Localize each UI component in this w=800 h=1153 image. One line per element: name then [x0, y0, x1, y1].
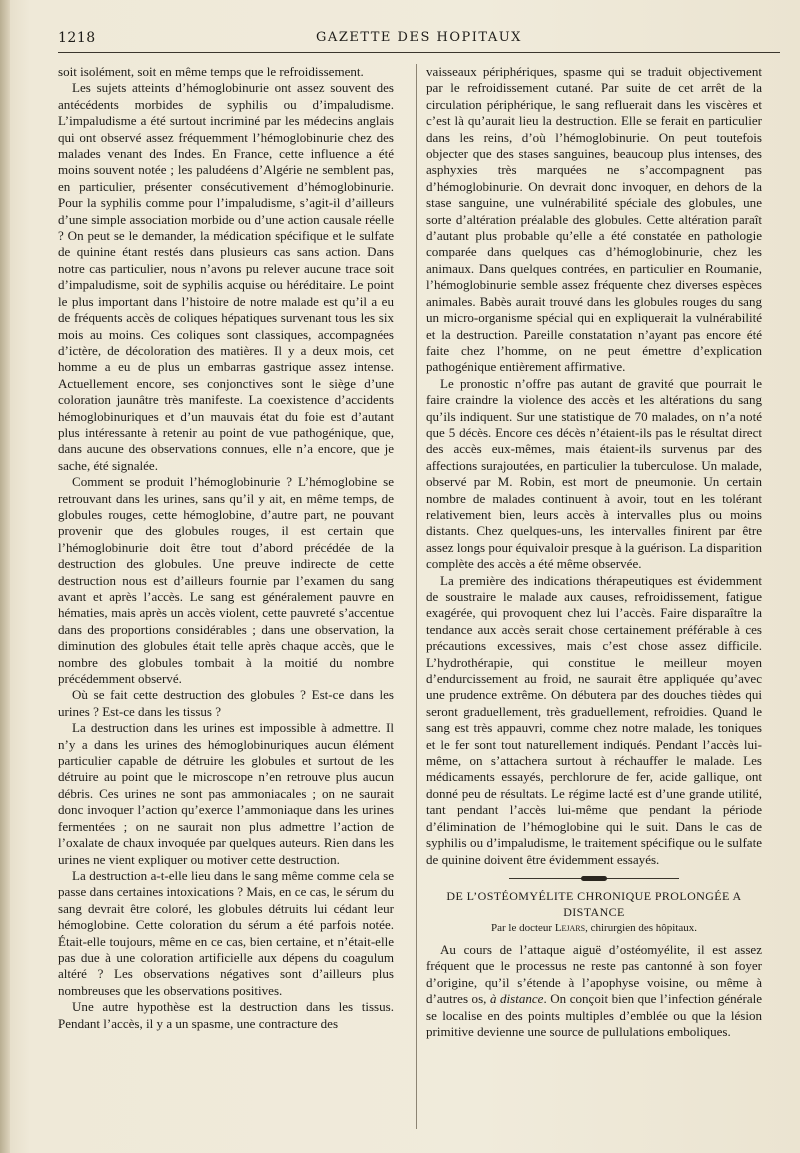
publication-title: GAZETTE DES HOPITAUX — [316, 30, 522, 45]
paragraph: Une autre hypothèse est la destruction dans les tissus. Pendant l’accès, il y a un spasme, une contracture des — [58, 999, 394, 1031]
article-separator — [509, 876, 679, 882]
article-paragraph — [426, 942, 762, 1040]
byline-suffix: , chirurgien des hôpitaux. — [585, 921, 698, 934]
paragraph: La première des indications thérapeutiques est évidemment de soustraire le malade aux causes, refroidissement, fatigue exagérée, qui provoquent chez lui l’accès. Faire disparaître la tendance aux accès serait chose certainement préférable à ces précautions excessives, mais c’est chose assez difficile. L’hydrothérapie, qui constitue le meilleur moyen d’endurcissement au froid, ne saurait être appliquée qu’avec une prudence extrême. On débutera par des douches tièdes qui seront graduellement, très graduellement, refroidies. Quand le sang est très appauvri, comme chez notre malade, les toniques et le fer sont tout naturellement indiqués. Pendant l’accès lui-même, on s’attachera surtout à réchauffer le malade. Les médicaments essayés, perchlorure de fer, acide gallique, ont donné peu de résultats. Le régime lacté est d’une grande utilité, tant pendant l’accès lui-même que pendant la période d’élimination de l’hémoglobine qui le suit. Dans le cas de syphilis ou d’impaludisme, le traitement spécifique ou le sulfate de quinine doivent être évidemment essayés. — [426, 572, 762, 867]
paragraph: Où se fait cette destruction des globules ? Est-ce dans les urines ? Est-ce dans les tissus ? — [58, 687, 394, 719]
paragraph: vaisseaux périphériques, spasme qui se traduit objectivement par le refroidissement cutané. Par suite de cet arrêt de la circulation périphérique, le sang refluerait dans les viscères et c’est là qu’aurait lieu la destruction. Elle se ferait en particulier dans les reins, d’où l’hémoglobinurie. On peut toutefois objecter que des stases sanguines, beaucoup plus intenses, des asphyxies très marquées ne s’accompagnent pas d’hémoglobinurie. On devrait donc invoquer, en dehors de la stase sanguine, une vulnérabilité spéciale des globules, une sorte d’altération préalable des globules. Cette altération paraît d’autant plus probable qu’elle a été constatée en pathologie comparée dans quelques cas d’hémoglobinurie, chez les animaux. Dans quelques contrées, en particulier en Roumanie, l’hémoglobinurie semble assez fréquente chez diverses espèces animales. Babès aurait trouvé dans les globules rouges du sang un micro-organisme spécial qui en expliquerait la vulnérabilité et la destruction. Pareille constatation n’ayant pas encore été faite chez l’homme, on ne peut émettre d’explication pathogénique entièrement affirmative. — [426, 64, 762, 375]
column-divider — [416, 64, 417, 1129]
page-number: 1218 — [58, 30, 96, 46]
paragraph: La destruction a-t-elle lieu dans le sang même comme cela se passe dans certaines intoxications ? Mais, en ce cas, le sérum du sang devrait être coloré, les globules détruits lui cédant leur hémoglobine. Cette coloration du sérum a été parfois notée. Était-elle toujours, même en ce cas, bien certaine, et n’était-elle pas due à une coloration artificielle aux dépens du coagulum altéré ? Les observations négatives sont d’ailleurs plus nombreuses que les observations positives. — [58, 867, 394, 998]
article-byline — [426, 920, 762, 936]
paragraph: Comment se produit l’hémoglobinurie ? L’hémoglobine se retrouvant dans les urines, sans qu’il y ait, en même temps, de globules rouges, cette hémoglobine, d’autre part, ne pouvant provenir que des globules rouges, il est certain que l’hémoglobinurie doit être tout d’abord précédée de la destruction des globules. Une preuve indirecte de cette destruction nous est d’ailleurs fournie par l’examen du sang avant et après l’accès. Le sang est généralement pauvre en hématies, mais après un accès violent, cette pauvreté s’accentue dans des proportions considérables ; dans une observation, la diminution des globules était telle après chaque accès, que le nombre des globules tombait à la moitié du nombre précédemment observé. — [58, 474, 394, 687]
page-binding-edge — [0, 0, 10, 1153]
right-column — [426, 64, 762, 1139]
article-text-end: . On conçoit bien que l’infection générale se localise en des points multiples d’emblée ou que la lésion primitive devienne une source de pullulations emboliques. — [426, 991, 762, 1039]
page-header — [58, 30, 780, 52]
paragraph: soit isolément, soit en même temps que le refroidissement. — [58, 64, 364, 79]
paragraph: Le pronostic n’offre pas autant de gravité que pourrait le faire craindre la violence des accès et les altérations du sang qu’ils indiquent. Sur une statistique de 70 malades, on n’a noté que 5 décès. Encore ces décès n’étaient-ils pas le résultat direct des accès eux-mêmes, mais étaient-ils survenus par des affections surajoutées, en particulier la tuberculose. Un malade, observé par M. Robin, est mort de pneumonie. Un certain nombre de malades continuent à avoir, tout en les tolérant relativement bien, leurs accès à intervalles plus ou moins distants. Chez quelques-uns, les intervalles finirent par être assez longs pour équivaloir presque à la guérison. La disparition complète des accès a été même observée. — [426, 375, 762, 572]
author-name: Lejars — [554, 921, 586, 934]
paragraph: La destruction dans les urines est impossible à admettre. Il n’y a dans les urines des hémoglobinuriques aucun élément particulier capable de détruire les globules et surtout de les détruire au point que le microscope n’en retrouve plus aucun débris. Ces urines ne sont pas ammoniacales ; on ne saurait donc invoquer l’action qu’exerce l’ammoniaque dans les urines fermentées ; on ne saurait non plus admettre l’action de l’oxalate de chaux invoquée par quelques auteurs. Rien dans les urines ne vient expliquer ou motiver cette destruction. — [58, 720, 394, 867]
byline-prefix: Par le docteur — [490, 921, 553, 934]
left-column — [58, 64, 394, 1139]
article-text-emphasis: à distance — [489, 991, 544, 1007]
header-rule — [58, 52, 780, 53]
paragraph: Les sujets atteints d’hémoglobinurie ont assez souvent des antécédents morbides de syphilis ou d’impaludisme. L’impaludisme a été surtout incriminé par les médecins anglais qui ont observé assez fréquemment l’hémoglobinurie chez des malades venant des Indes. En France, cette influence a été moins souvent notée ; les paludéens d’Algérie ne semblent pas, en particulier, présenter consécutivement d’hémoglobinurie. Pour la syphilis comme pour l’impaludisme, s’agit-il d’ailleurs d’une simple association morbide ou d’une action causale réelle ? On peut se le demander, la médication spécifique et le sulfate de quinine étant restés dans plusieurs cas sans action. Dans notre cas particulier, nous n’avons pu relever aucune trace soit d’impaludisme, soit de syphilis acquise ou héréditaire. Le point le plus important dans l’histoire de notre malade est qu’il a eu de fréquents accès de coliques hépatiques survenant tous les six mois au moins. Ces coliques sont classiques, accompagnées d’ictère, de décoloration des matières. Il y a deux mois, cet homme a eu de plus un embarras gastrique assez intense. Actuellement encore, ses conjonctives sont le siège d’une coloration jaunâtre très manifeste. La coexistence d’accidents hémoglobinuriques et d’un mauvais état du foie est d’autant plus intéressante à retenir au point de vue pathogénique, que, dans aucune des observations connues, elle n’a encore, que je sache, été signalée. — [58, 80, 394, 473]
article-title: DE L’OSTÉOMYÉLITE CHRONIQUE PROLONGÉE A DISTANCE — [446, 888, 742, 919]
article-text-start: Au cours de l’attaque aiguë d’ostéomyélite, il est assez fréquent que le processus ne reste pas cantonné à son foyer d’origine, qu’il s’étende à l’apophyse voisine, ou même à d’autres os, — [426, 941, 762, 1007]
